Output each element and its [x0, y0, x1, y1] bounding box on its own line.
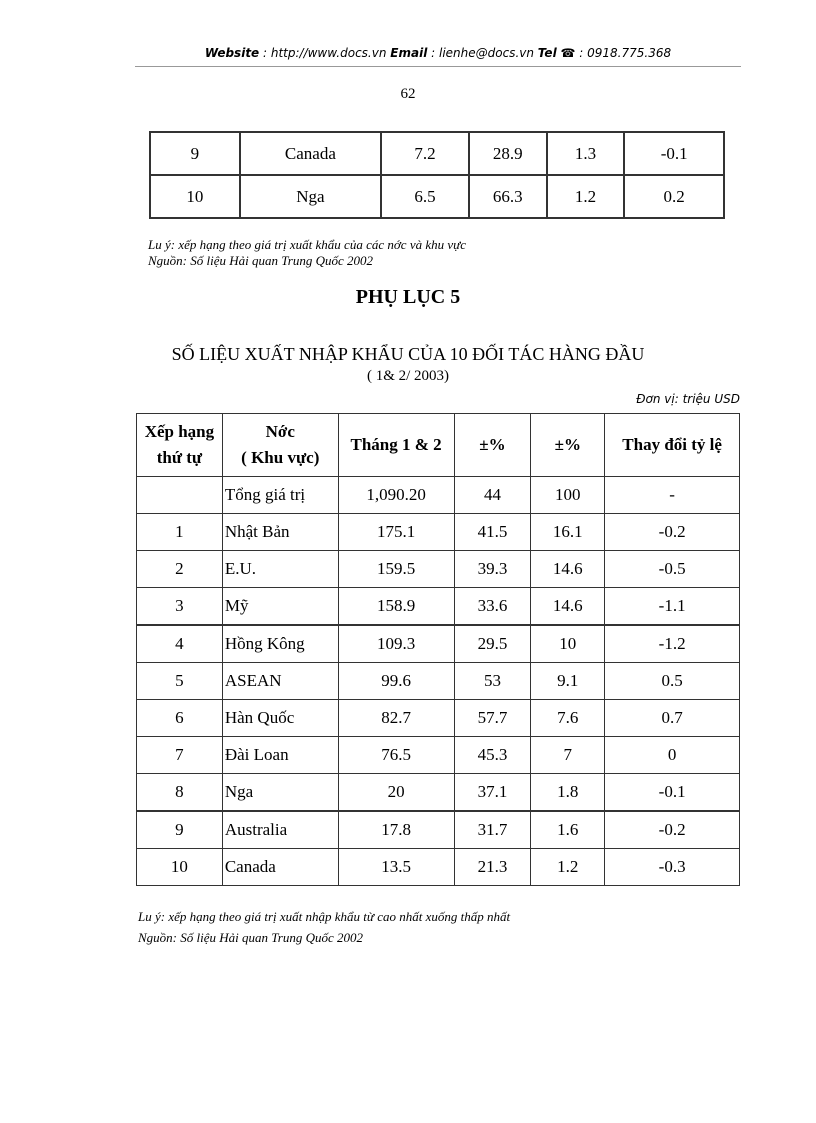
header-country-line1: Nớc: [265, 422, 295, 441]
table-cell: 9: [150, 132, 240, 175]
website-label: Website: [204, 46, 260, 60]
table-cell: 1: [137, 514, 223, 551]
header-country: [222, 414, 338, 477]
table-cell: Canada: [222, 849, 338, 886]
table-row: [137, 811, 740, 849]
table-period: ( 1& 2/ 2003): [366, 368, 450, 384]
header-pct-1: ±%: [454, 414, 531, 477]
table-header-row: [137, 414, 740, 477]
table-cell: 41.5: [454, 514, 531, 551]
table-cell: 31.7: [454, 811, 531, 849]
email-sep: :: [427, 46, 439, 60]
header-change: Thay đổi tỷ lệ: [605, 414, 740, 477]
table-cell: 1,090.20: [338, 477, 454, 514]
website-sep: :: [259, 46, 271, 60]
table-cell: 1.3: [547, 132, 625, 175]
table-cell: Australia: [222, 811, 338, 849]
table-row: [137, 663, 740, 700]
header-pct-2: ±%: [531, 414, 605, 477]
table-cell: -1.2: [605, 625, 740, 663]
table-cell: Hàn Quốc: [222, 700, 338, 737]
tel-label: Tel: [537, 46, 557, 60]
table-cell: 7: [137, 737, 223, 774]
table-cell: 6.5: [381, 175, 469, 218]
table-cell: 66.3: [469, 175, 547, 218]
header-rank: [137, 414, 223, 477]
table-cell: 0.7: [605, 700, 740, 737]
table-cell: [137, 477, 223, 514]
table-row: [137, 477, 740, 514]
table-cell: -1.1: [605, 588, 740, 626]
table-cell: 9.1: [531, 663, 605, 700]
note-bottom-source: Nguồn: Số liệu Hải quan Trung Quốc 2002: [138, 930, 363, 945]
table-row: [137, 551, 740, 588]
table-cell: 21.3: [454, 849, 531, 886]
table-cell: 0.5: [605, 663, 740, 700]
table-row: [150, 132, 724, 175]
table-cell: 17.8: [338, 811, 454, 849]
table-cell: 76.5: [338, 737, 454, 774]
table-cell: Mỹ: [222, 588, 338, 626]
unit-label: Đơn vị: triệu USD: [636, 392, 740, 406]
table-cell: 3: [137, 588, 223, 626]
table-cell: 8: [137, 774, 223, 812]
table-cell: 99.6: [338, 663, 454, 700]
table-cell: 44: [454, 477, 531, 514]
table-cell: 14.6: [531, 551, 605, 588]
table-cell: E.U.: [222, 551, 338, 588]
table-cell: -: [605, 477, 740, 514]
table-cell: Nga: [222, 774, 338, 812]
table-cell: -0.2: [605, 811, 740, 849]
website-link[interactable]: http://www.docs.vn: [270, 46, 387, 60]
table-cell: 29.5: [454, 625, 531, 663]
table-cell: 1.8: [531, 774, 605, 812]
table-cell: 14.6: [531, 588, 605, 626]
table-cell: -0.1: [624, 132, 724, 175]
appendix-title: PHỤ LỤC 5: [355, 286, 461, 308]
table-cell: 10: [531, 625, 605, 663]
table-cell: 5: [137, 663, 223, 700]
table-cell: 33.6: [454, 588, 531, 626]
table-cell: 10: [137, 849, 223, 886]
table-cell: 1.2: [547, 175, 625, 218]
page-header: [135, 46, 741, 66]
table-cell: 175.1: [338, 514, 454, 551]
table-cell: 1.6: [531, 811, 605, 849]
table-cell: 2: [137, 551, 223, 588]
email-label: Email: [390, 46, 428, 60]
table-cell: 53: [454, 663, 531, 700]
table-cell: 6: [137, 700, 223, 737]
table-cell: ASEAN: [222, 663, 338, 700]
table-cell: 9: [137, 811, 223, 849]
table-cell: Canada: [240, 132, 382, 175]
table-cell: 7: [531, 737, 605, 774]
continued-table: [149, 131, 725, 219]
header-rank-line1: Xếp hạng: [144, 422, 215, 441]
table-cell: 57.7: [454, 700, 531, 737]
table-cell: 20: [338, 774, 454, 812]
header-divider: [135, 66, 741, 67]
table-cell: Tổng giá trị: [222, 477, 338, 514]
table-cell: 13.5: [338, 849, 454, 886]
table-cell: 109.3: [338, 625, 454, 663]
note-top-source: Nguồn: Số liệu Hải quan Trung Quốc 2002: [148, 253, 373, 268]
tel-number: 0918.775.368: [587, 46, 672, 60]
email-link[interactable]: lienhe@docs.vn: [438, 46, 534, 60]
table-cell: 7.2: [381, 132, 469, 175]
table-cell: -0.1: [605, 774, 740, 812]
header-country-line2: ( Khu vực): [241, 448, 320, 467]
table-cell: Nhật Bản: [222, 514, 338, 551]
table-cell: -0.2: [605, 514, 740, 551]
table-row: [137, 700, 740, 737]
table-cell: 158.9: [338, 588, 454, 626]
table-row: [137, 514, 740, 551]
table-row: [150, 175, 724, 218]
note-bottom-ranking: Lu ý: xếp hạng theo giá trị xuất nhập khẩu từ cao nhất xuống thấp nhất: [138, 909, 511, 924]
table-cell: 7.6: [531, 700, 605, 737]
phone-icon: ☎: [560, 46, 576, 60]
table-cell: 10: [150, 175, 240, 218]
table-cell: 0: [605, 737, 740, 774]
table-cell: Hồng Kông: [222, 625, 338, 663]
table-cell: 0.2: [624, 175, 724, 218]
tel-sep: :: [575, 46, 588, 60]
table-row: [137, 588, 740, 626]
table-cell: 39.3: [454, 551, 531, 588]
table-cell: 82.7: [338, 700, 454, 737]
table-cell: -0.3: [605, 849, 740, 886]
table-row: [137, 774, 740, 812]
table-row: [137, 849, 740, 886]
header-rank-line2: thứ tự: [156, 448, 203, 467]
table-cell: 4: [137, 625, 223, 663]
table-cell: 159.5: [338, 551, 454, 588]
table-cell: -0.5: [605, 551, 740, 588]
table-row: [137, 737, 740, 774]
table-cell: 37.1: [454, 774, 531, 812]
table-title: SỐ LIỆU XUẤT NHẬP KHẨU CỦA 10 ĐỐI TÁC HÀNG ĐẦU: [171, 344, 645, 364]
table-cell: 28.9: [469, 132, 547, 175]
table-row: [137, 625, 740, 663]
table-cell: 16.1: [531, 514, 605, 551]
table-cell: Đài Loan: [222, 737, 338, 774]
table-cell: 1.2: [531, 849, 605, 886]
page-number: 62: [400, 86, 416, 102]
table-cell: 100: [531, 477, 605, 514]
note-top-ranking: Lu ý: xếp hạng theo giá trị xuất khẩu của các nớc và khu vực: [148, 237, 466, 252]
table-cell: 45.3: [454, 737, 531, 774]
partners-table: [136, 413, 740, 886]
table-cell: Nga: [240, 175, 382, 218]
header-months: Tháng 1 & 2: [338, 414, 454, 477]
